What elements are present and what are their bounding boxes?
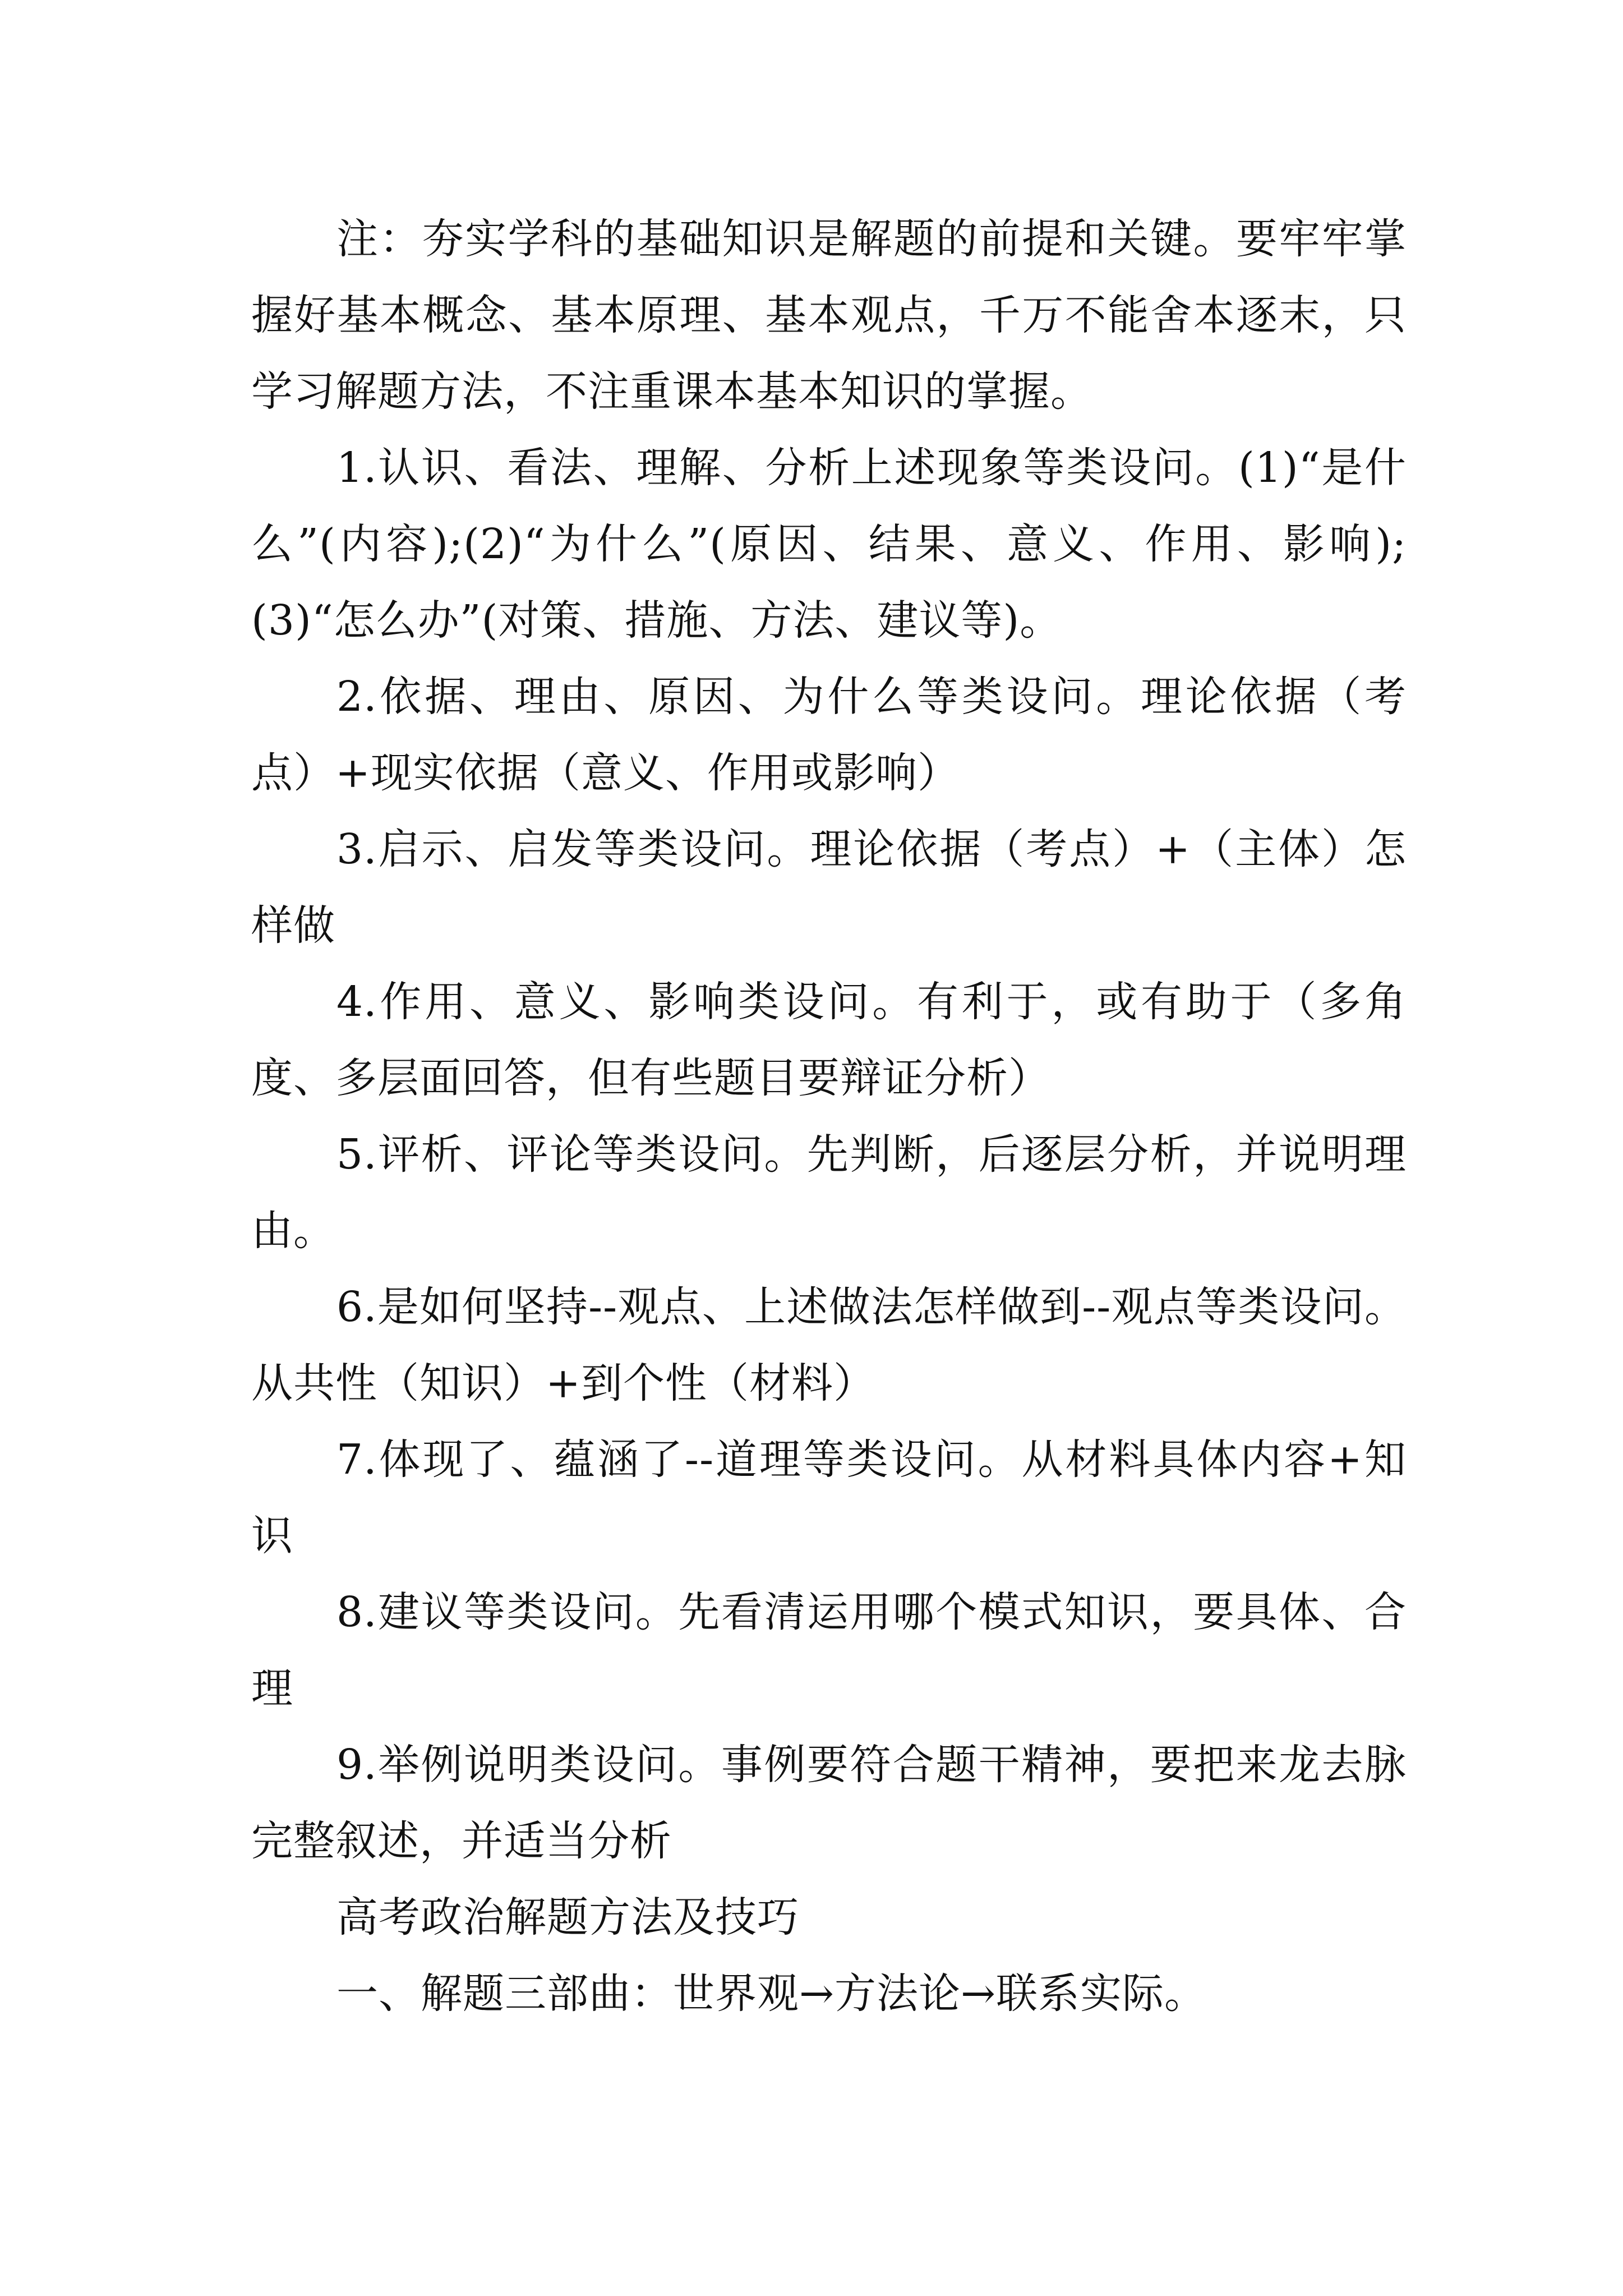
item-5-paragraph: 5.评析、评论等类设问。先判断，后逐层分析，并说明理由。 — [251, 1130, 1407, 1255]
item-3-paragraph: 3.启示、启发等类设问。理论依据（考点）+（主体）怎样做 — [251, 825, 1407, 950]
item-9-paragraph: 9.举例说明类设问。事例要符合题干精神，要把来龙去脉完整叙述，并适当分析 — [251, 1741, 1407, 1865]
item-2-paragraph: 2.依据、理由、原因、为什么等类设问。理论依据（考点）+现实依据（意义、作用或影响） — [251, 673, 1407, 797]
section-1-paragraph: 一、解题三部曲：世界观→方法论→联系实际。 — [336, 1970, 1207, 2018]
item-1-paragraph: 1.认识、看法、理解、分析上述现象等类设问。(1)“是什么”(内容);(2)“为什么”(原因、结果、意义、作用、影响);(3)“怎么办”(对策、措施、方法、建议等)。 — [251, 444, 1407, 645]
item-6-paragraph: 6.是如何坚持--观点、上述做法怎样做到--观点等类设问。从共性（知识）+到个性（材料） — [251, 1283, 1407, 1407]
note-paragraph: 注：夯实学科的基础知识是解题的前提和关键。要牢牢掌握好基本概念、基本原理、基本观点，千万不能舍本逐末，只学习解题方法，不注重课本基本知识的掌握。 — [251, 215, 1407, 416]
item-7-paragraph: 7.体现了、蕴涵了--道理等类设问。从材料具体内容+知识 — [251, 1435, 1407, 1560]
item-4-paragraph: 4.作用、意义、影响类设问。有利于，或有助于（多角度、多层面回答，但有些题目要辩证分析） — [251, 978, 1407, 1102]
section-heading: 高考政治解题方法及技巧 — [336, 1893, 799, 1941]
item-8-paragraph: 8.建议等类设问。先看清运用哪个模式知识，要具体、合理 — [251, 1588, 1407, 1713]
document-body — [251, 201, 1407, 2032]
